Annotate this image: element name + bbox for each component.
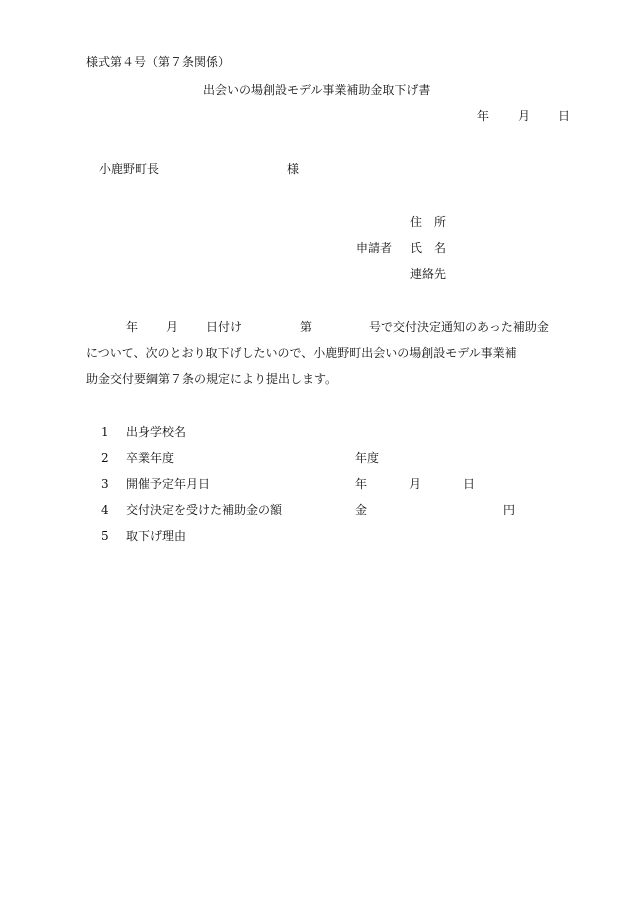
- item-number: 2: [101, 451, 109, 465]
- item-value: 年度: [355, 451, 380, 465]
- date-month: 月: [518, 109, 531, 123]
- item-suffix: 円: [503, 503, 516, 517]
- body-line2: について、次のとおり取下げしたいので、小鹿野町出会いの場創設モデル事業補: [86, 346, 517, 360]
- addressee-name: 小鹿野町長: [99, 162, 160, 176]
- applicant-label: 申請者: [356, 241, 393, 255]
- addressee-honorific: 様: [287, 162, 300, 176]
- applicant-contact-label: 連絡先: [410, 267, 447, 281]
- item-label: 取下げ理由: [126, 529, 187, 543]
- item-label: 交付決定を受けた補助金の額: [126, 503, 283, 517]
- item-label: 出身学校名: [126, 425, 187, 439]
- document-title: 出会いの場創設モデル事業補助金取下げ書: [203, 83, 431, 97]
- item-number: 3: [101, 477, 109, 491]
- body-line3: 助金交付要綱第７条の規定により提出します。: [86, 372, 338, 386]
- body-line1-text: 号で交付決定通知のあった補助金: [369, 320, 549, 334]
- item-number: 5: [101, 529, 109, 543]
- item-month: 月: [409, 477, 422, 491]
- applicant-address-label: 住 所: [410, 215, 447, 229]
- item-number: 1: [101, 425, 109, 439]
- item-prefix: 金: [355, 503, 368, 517]
- item-year: 年: [355, 477, 368, 491]
- item-day: 日: [463, 477, 476, 491]
- form-label: 様式第４号（第７条関係）: [86, 55, 231, 69]
- body-year: 年: [126, 320, 139, 334]
- item-label: 開催予定年月日: [126, 477, 211, 491]
- body-number-prefix: 第: [300, 320, 313, 334]
- body-month: 月: [166, 320, 179, 334]
- date-year: 年: [477, 109, 490, 123]
- date-day: 日: [558, 109, 571, 123]
- applicant-name-label: 氏 名: [410, 241, 447, 255]
- item-number: 4: [101, 503, 109, 517]
- body-dated: 日付け: [206, 320, 243, 334]
- item-label: 卒業年度: [126, 451, 175, 465]
